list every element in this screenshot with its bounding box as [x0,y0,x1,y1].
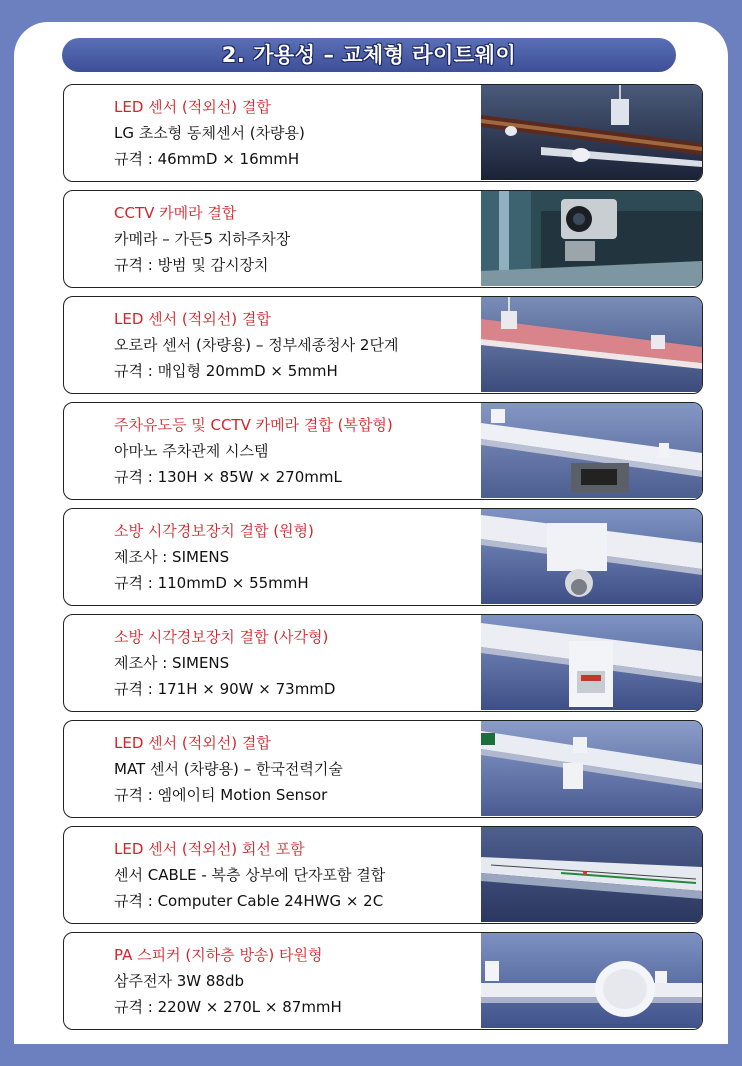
card-description: MAT 센서 (차량용) – 한국전력기술 [114,760,343,778]
product-card-aurora-sensor [63,296,703,394]
card-heading: 소방 시각경보장치 결합 (사각형) [114,628,329,646]
parking-guide-photo [481,403,702,498]
card-heading: LED 센서 (적외선) 결합 [114,98,271,116]
card-description: 센서 CABLE - 복층 상부에 단자포함 결합 [114,866,386,884]
card-description: 삼주전자 3W 88db [114,972,245,990]
card-spec: 규격 : 46mmD × 16mmH [114,150,300,168]
product-card-led-sensor [63,84,703,182]
card-heading: LED 센서 (적외선) 결합 [114,734,271,752]
led-sensor-photo [481,85,702,180]
card-spec: 규격 : 매입형 20mmD × 5mmH [114,362,338,380]
mat-sensor-photo [481,721,702,816]
card-description: 제조사 : SIMENS [114,548,230,566]
card-description: 카메라 – 가든5 지하주차장 [114,230,291,248]
product-card-parking-guide [63,402,703,500]
card-description: 오로라 센서 (차량용) – 정부세종청사 2단계 [114,336,399,354]
card-heading: 소방 시각경보장치 결합 (원형) [114,522,314,540]
card-spec: 규격 : 엠에이티 Motion Sensor [114,786,328,804]
product-card-cctv [63,190,703,288]
pa-speaker-photo [481,933,702,1028]
card-spec: 규격 : Computer Cable 24HWG × 2C [114,892,384,910]
card-spec: 규격 : 110mmD × 55mmH [114,574,309,592]
product-card-mat-sensor [63,720,703,818]
aurora-sensor-photo [481,297,702,392]
card-description: 아마노 주차관제 시스템 [114,442,269,460]
card-spec: 규격 : 220W × 270L × 87mmH [114,998,342,1016]
card-heading: LED 센서 (적외선) 결합 [114,310,271,328]
product-card-square-alarm [63,614,703,712]
card-spec: 규격 : 130H × 85W × 270mmL [114,468,342,486]
round-alarm-photo [481,509,702,604]
product-card-pa-speaker [63,932,703,1030]
square-alarm-photo [481,615,702,710]
card-description: LG 초소형 동체센서 (차량용) [114,124,305,142]
product-card-cable [63,826,703,924]
card-heading: CCTV 카메라 결합 [114,204,237,222]
cable-photo [481,827,702,922]
page-title: 2. 가용성 – 교체형 라이트웨이 [62,38,676,72]
card-heading: PA 스피커 (지하층 방송) 타원형 [114,946,323,964]
card-heading: 주차유도등 및 CCTV 카메라 결합 (복합형) [114,416,393,434]
card-spec: 규격 : 171H × 90W × 73mmD [114,680,336,698]
cctv-camera-photo [481,191,702,286]
card-spec: 규격 : 방범 및 감시장치 [114,256,269,274]
card-heading: LED 센서 (적외선) 회선 포함 [114,840,305,858]
product-card-round-alarm [63,508,703,606]
card-description: 제조사 : SIMENS [114,654,230,672]
